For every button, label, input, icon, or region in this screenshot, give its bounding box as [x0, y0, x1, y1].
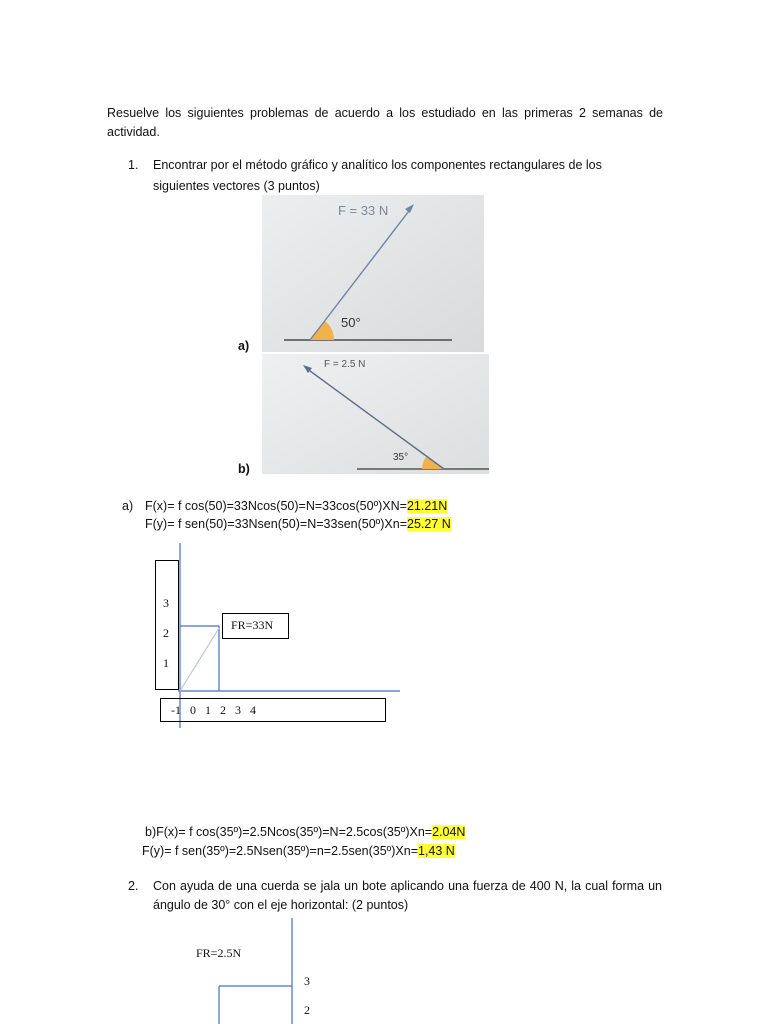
fig-a-angle-label: 50°	[341, 315, 361, 330]
answer-b-fy: F(y)= f sen(35º)=2.5Nsen(35º)=n=2.5sen(35º)Xn=1,43 N	[142, 844, 455, 858]
q1-number: 1.	[128, 158, 139, 172]
answer-a-fy: F(y)= f sen(50)=33Nsen(50)=N=33sen(50º)Xn=25.27 N	[145, 517, 451, 531]
q1-line-1: Encontrar por el método gráfico y analítico los componentes rectangulares de los	[153, 158, 602, 172]
graph-a-x-ticks: -1 0 1 2 3 4	[171, 703, 256, 717]
intro-line-2: actividad.	[107, 125, 160, 139]
q2-line-1: Con ayuda de una cuerda se jala un bote aplicando una fuerza de 400 N, la cual forma un	[153, 879, 662, 893]
fig-b-angle-label: 35°	[393, 452, 409, 463]
answer-a-fx: F(x)= f cos(50)=33Ncos(50)=N=33cos(50º)XN=21.21N	[145, 499, 448, 513]
fig-b-force-label: F = 2.5 N	[324, 359, 366, 370]
graph-a-y-tick: 2	[163, 626, 169, 640]
q2-number: 2.	[128, 879, 139, 893]
answer-a-fx-value: 21.21N	[406, 499, 448, 513]
answer-b-fx-value: 2.04N	[432, 825, 466, 839]
answer-b-fy-value: 1,43 N	[418, 844, 455, 858]
fig-b-label: b)	[238, 462, 250, 476]
graph-a-y-tick: 3	[163, 596, 169, 610]
graph-b-y-tick: 3	[304, 974, 310, 988]
intro-line-1: Resuelve los siguientes problemas de acuerdo a los estudiado en las primeras 2 semanas de	[107, 106, 663, 120]
answer-a-fy-value: 25.27 N	[407, 517, 451, 531]
fig-a-force-label: F = 33 N	[338, 203, 389, 218]
q1-line-2: siguientes vectores (3 puntos)	[153, 179, 320, 193]
graph-a-y-tick: 1	[163, 656, 169, 670]
answer-a-label: a)	[122, 499, 134, 513]
fig-a-label: a)	[238, 339, 250, 353]
answer-b-fx: b)F(x)= f cos(35º)=2.5Ncos(35º)=N=2.5cos(35º)Xn=2.04N	[145, 825, 466, 839]
graph-a-fr-label: FR=33N	[231, 618, 274, 632]
q2-line-2: ángulo de 30° con el eje horizontal: (2 puntos)	[153, 898, 409, 912]
graph-b-y-tick: 2	[304, 1003, 310, 1017]
graph-b-fr-label: FR=2.5N	[196, 946, 242, 960]
